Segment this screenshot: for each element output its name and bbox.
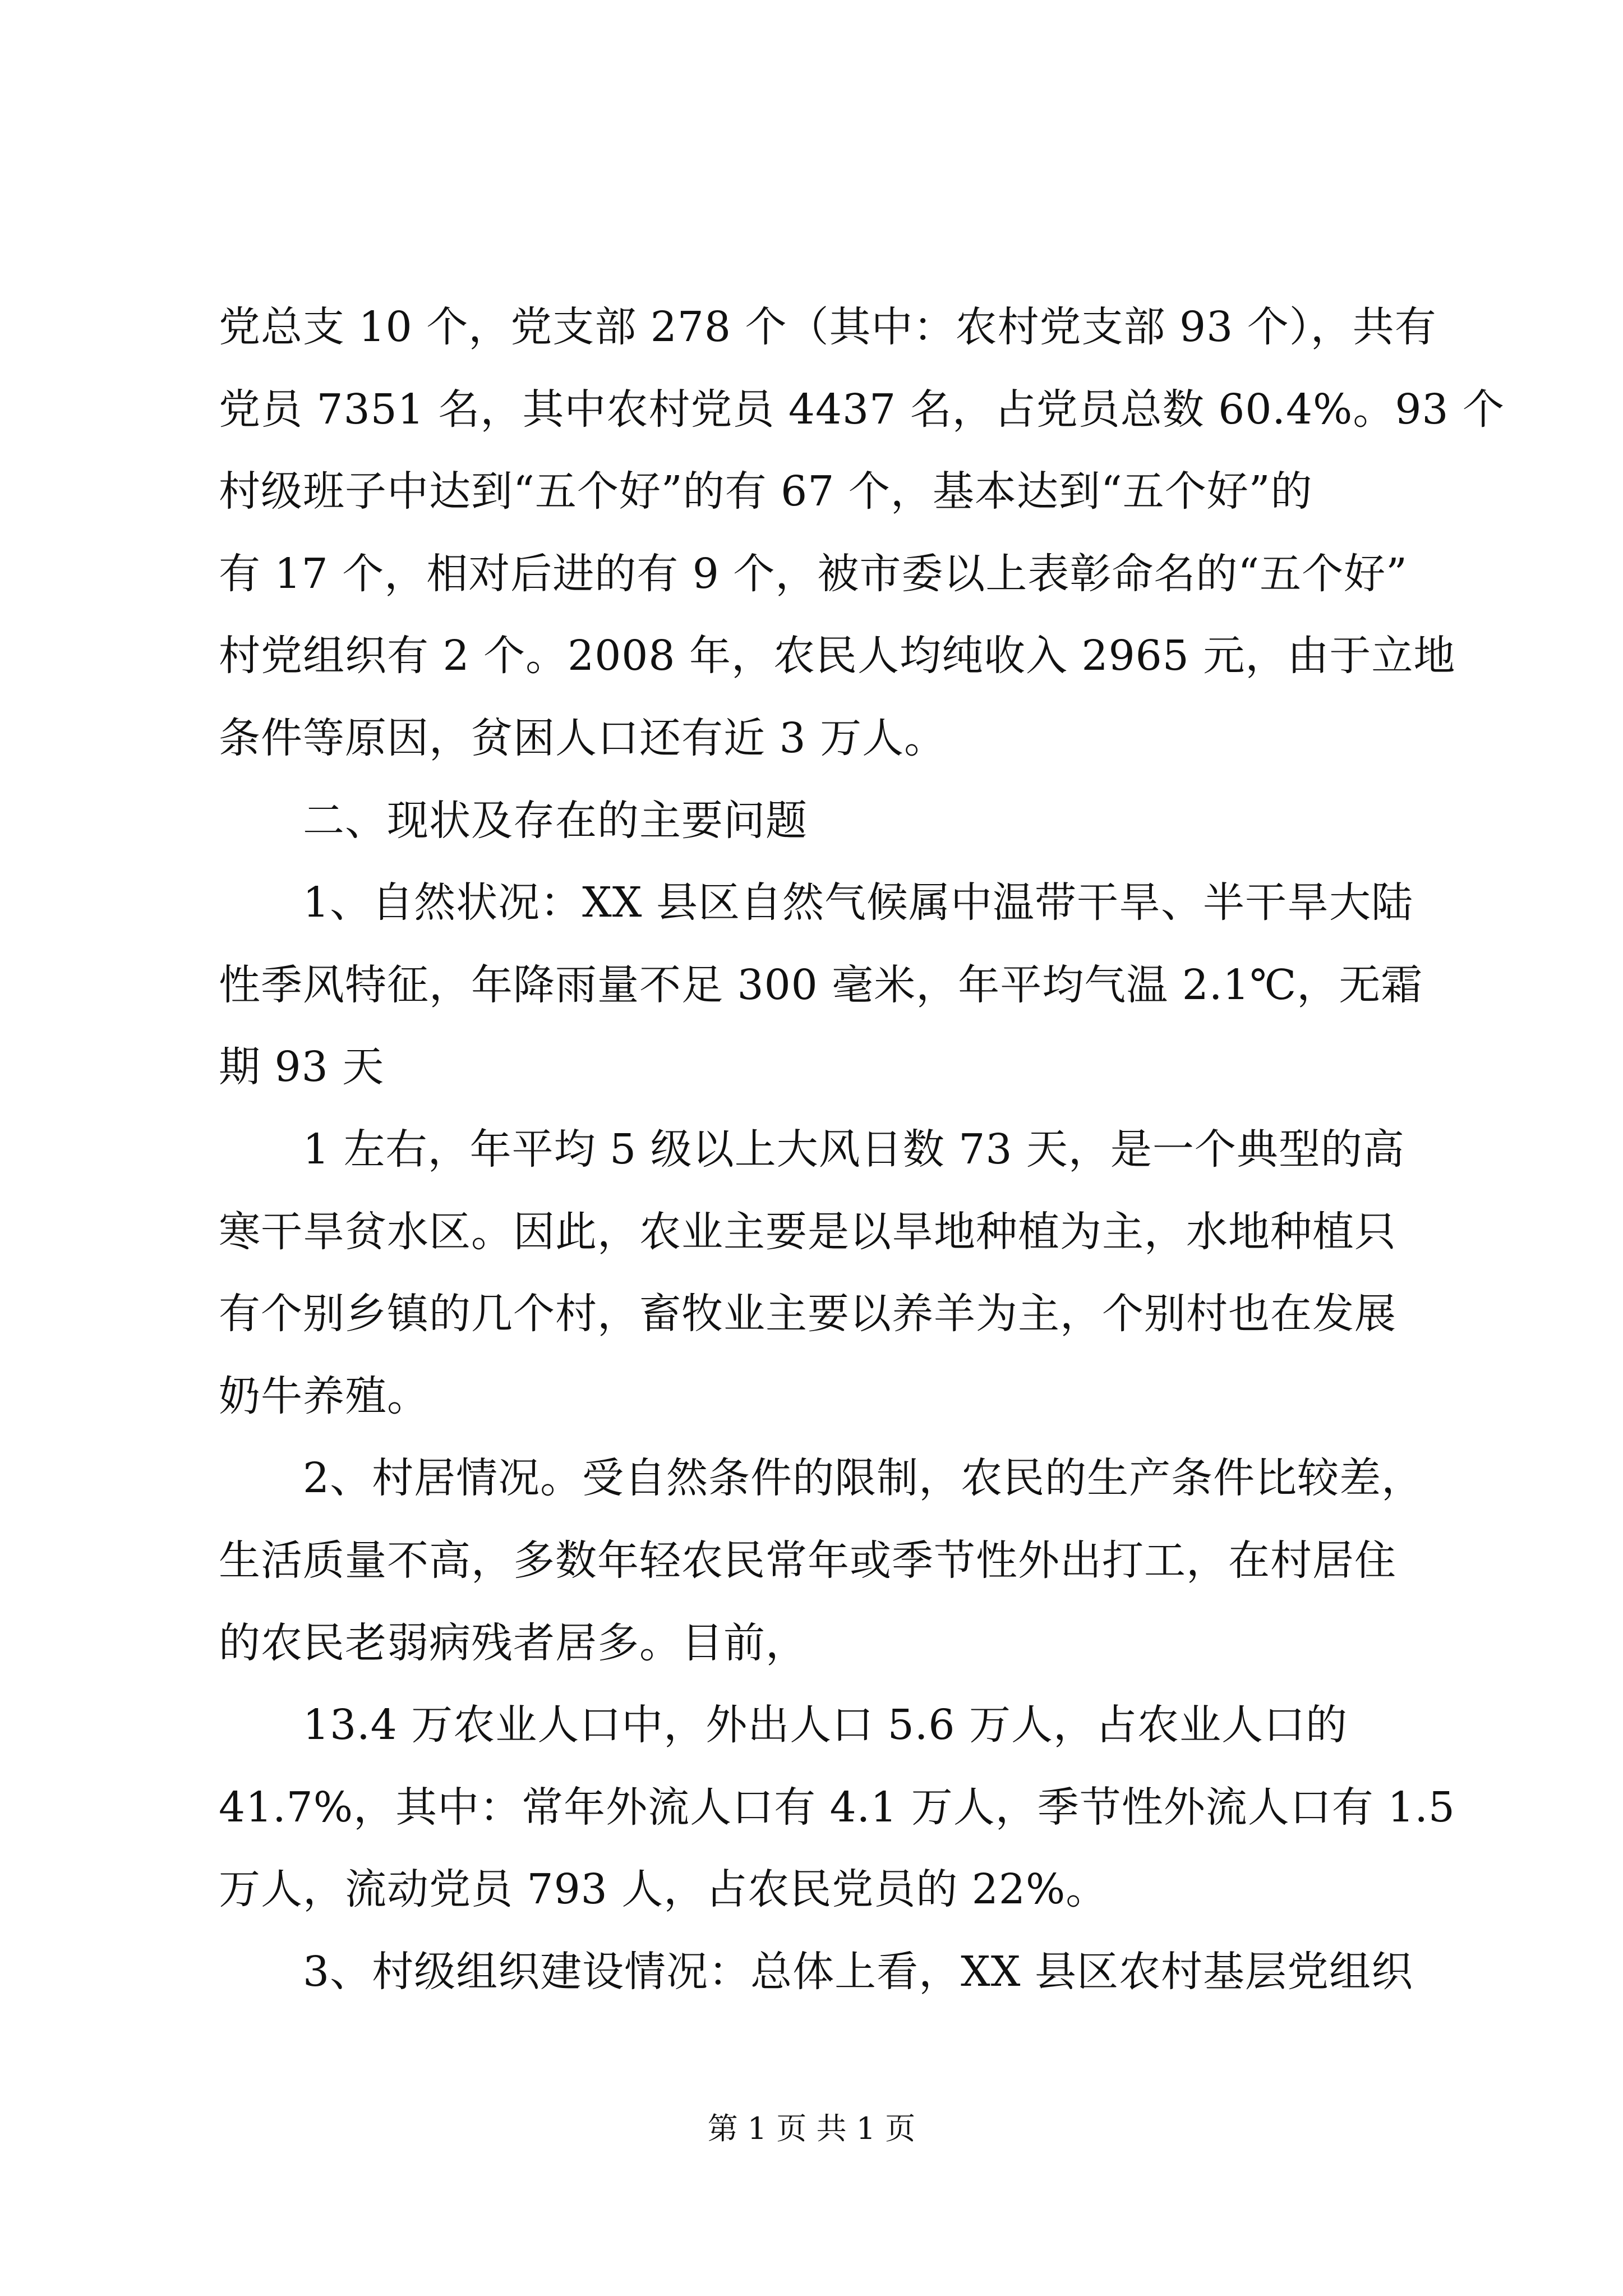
text-line: 1 左右，年平均 5 级以上大风日数 73 天，是一个典型的高 bbox=[303, 1125, 1405, 1174]
text-line: 奶牛养殖。 bbox=[219, 1372, 429, 1420]
text-line: 党员 7351 名，其中农村党员 4437 名，占党员总数 60.4%。93 个 bbox=[219, 385, 1505, 434]
text-line: 1、自然状况：XX 县区自然气候属中温带干旱、半干旱大陆 bbox=[303, 878, 1413, 927]
text-line: 条件等原因，贫困人口还有近 3 万人。 bbox=[219, 714, 947, 762]
text-line: 党总支 10 个，党支部 278 个（其中：农村党支部 93 个），共有 bbox=[219, 303, 1437, 351]
text-line: 有个别乡镇的几个村，畜牧业主要以养羊为主，个别村也在发展 bbox=[219, 1290, 1396, 1338]
text-line: 万人，流动党员 793 人，占农民党员的 22%。 bbox=[219, 1865, 1108, 1914]
text-line: 生活质量不高，多数年轻农民常年或季节性外出打工，在村居住 bbox=[219, 1536, 1396, 1585]
page-footer: 第 1 页 共 1 页 bbox=[707, 2111, 916, 2146]
document-body bbox=[219, 286, 1505, 2013]
text-line: 有 17 个，相对后进的有 9 个，被市委以上表彰命名的“五个好” bbox=[219, 549, 1408, 598]
text-line: 二、现状及存在的主要问题 bbox=[303, 796, 808, 845]
text-line: 村党组织有 2 个。2008 年，农民人均纯收入 2965 元，由于立地 bbox=[219, 632, 1456, 680]
text-line: 寒干旱贫水区。因此，农业主要是以旱地种植为主，水地种植只 bbox=[219, 1207, 1396, 1256]
text-line: 村级班子中达到“五个好”的有 67 个，基本达到“五个好”的 bbox=[219, 467, 1313, 516]
text-line: 41.7%，其中：常年外流人口有 4.1 万人，季节性外流人口有 1.5 bbox=[219, 1783, 1456, 1832]
text-line: 的农民老弱病残者居多。目前， bbox=[219, 1618, 808, 1667]
text-line: 期 93 天 bbox=[219, 1043, 385, 1092]
text-line: 3、村级组织建设情况：总体上看，XX 县区农村基层党组织 bbox=[303, 1947, 1413, 1996]
text-line: 13.4 万农业人口中，外出人口 5.6 万人，占农业人口的 bbox=[303, 1701, 1348, 1750]
text-line: 性季风特征，年降雨量不足 300 毫米，年平均气温 2.1℃，无霜 bbox=[219, 960, 1423, 1009]
text-line: 2、村居情况。受自然条件的限制，农民的生产条件比较差， bbox=[303, 1454, 1424, 1503]
